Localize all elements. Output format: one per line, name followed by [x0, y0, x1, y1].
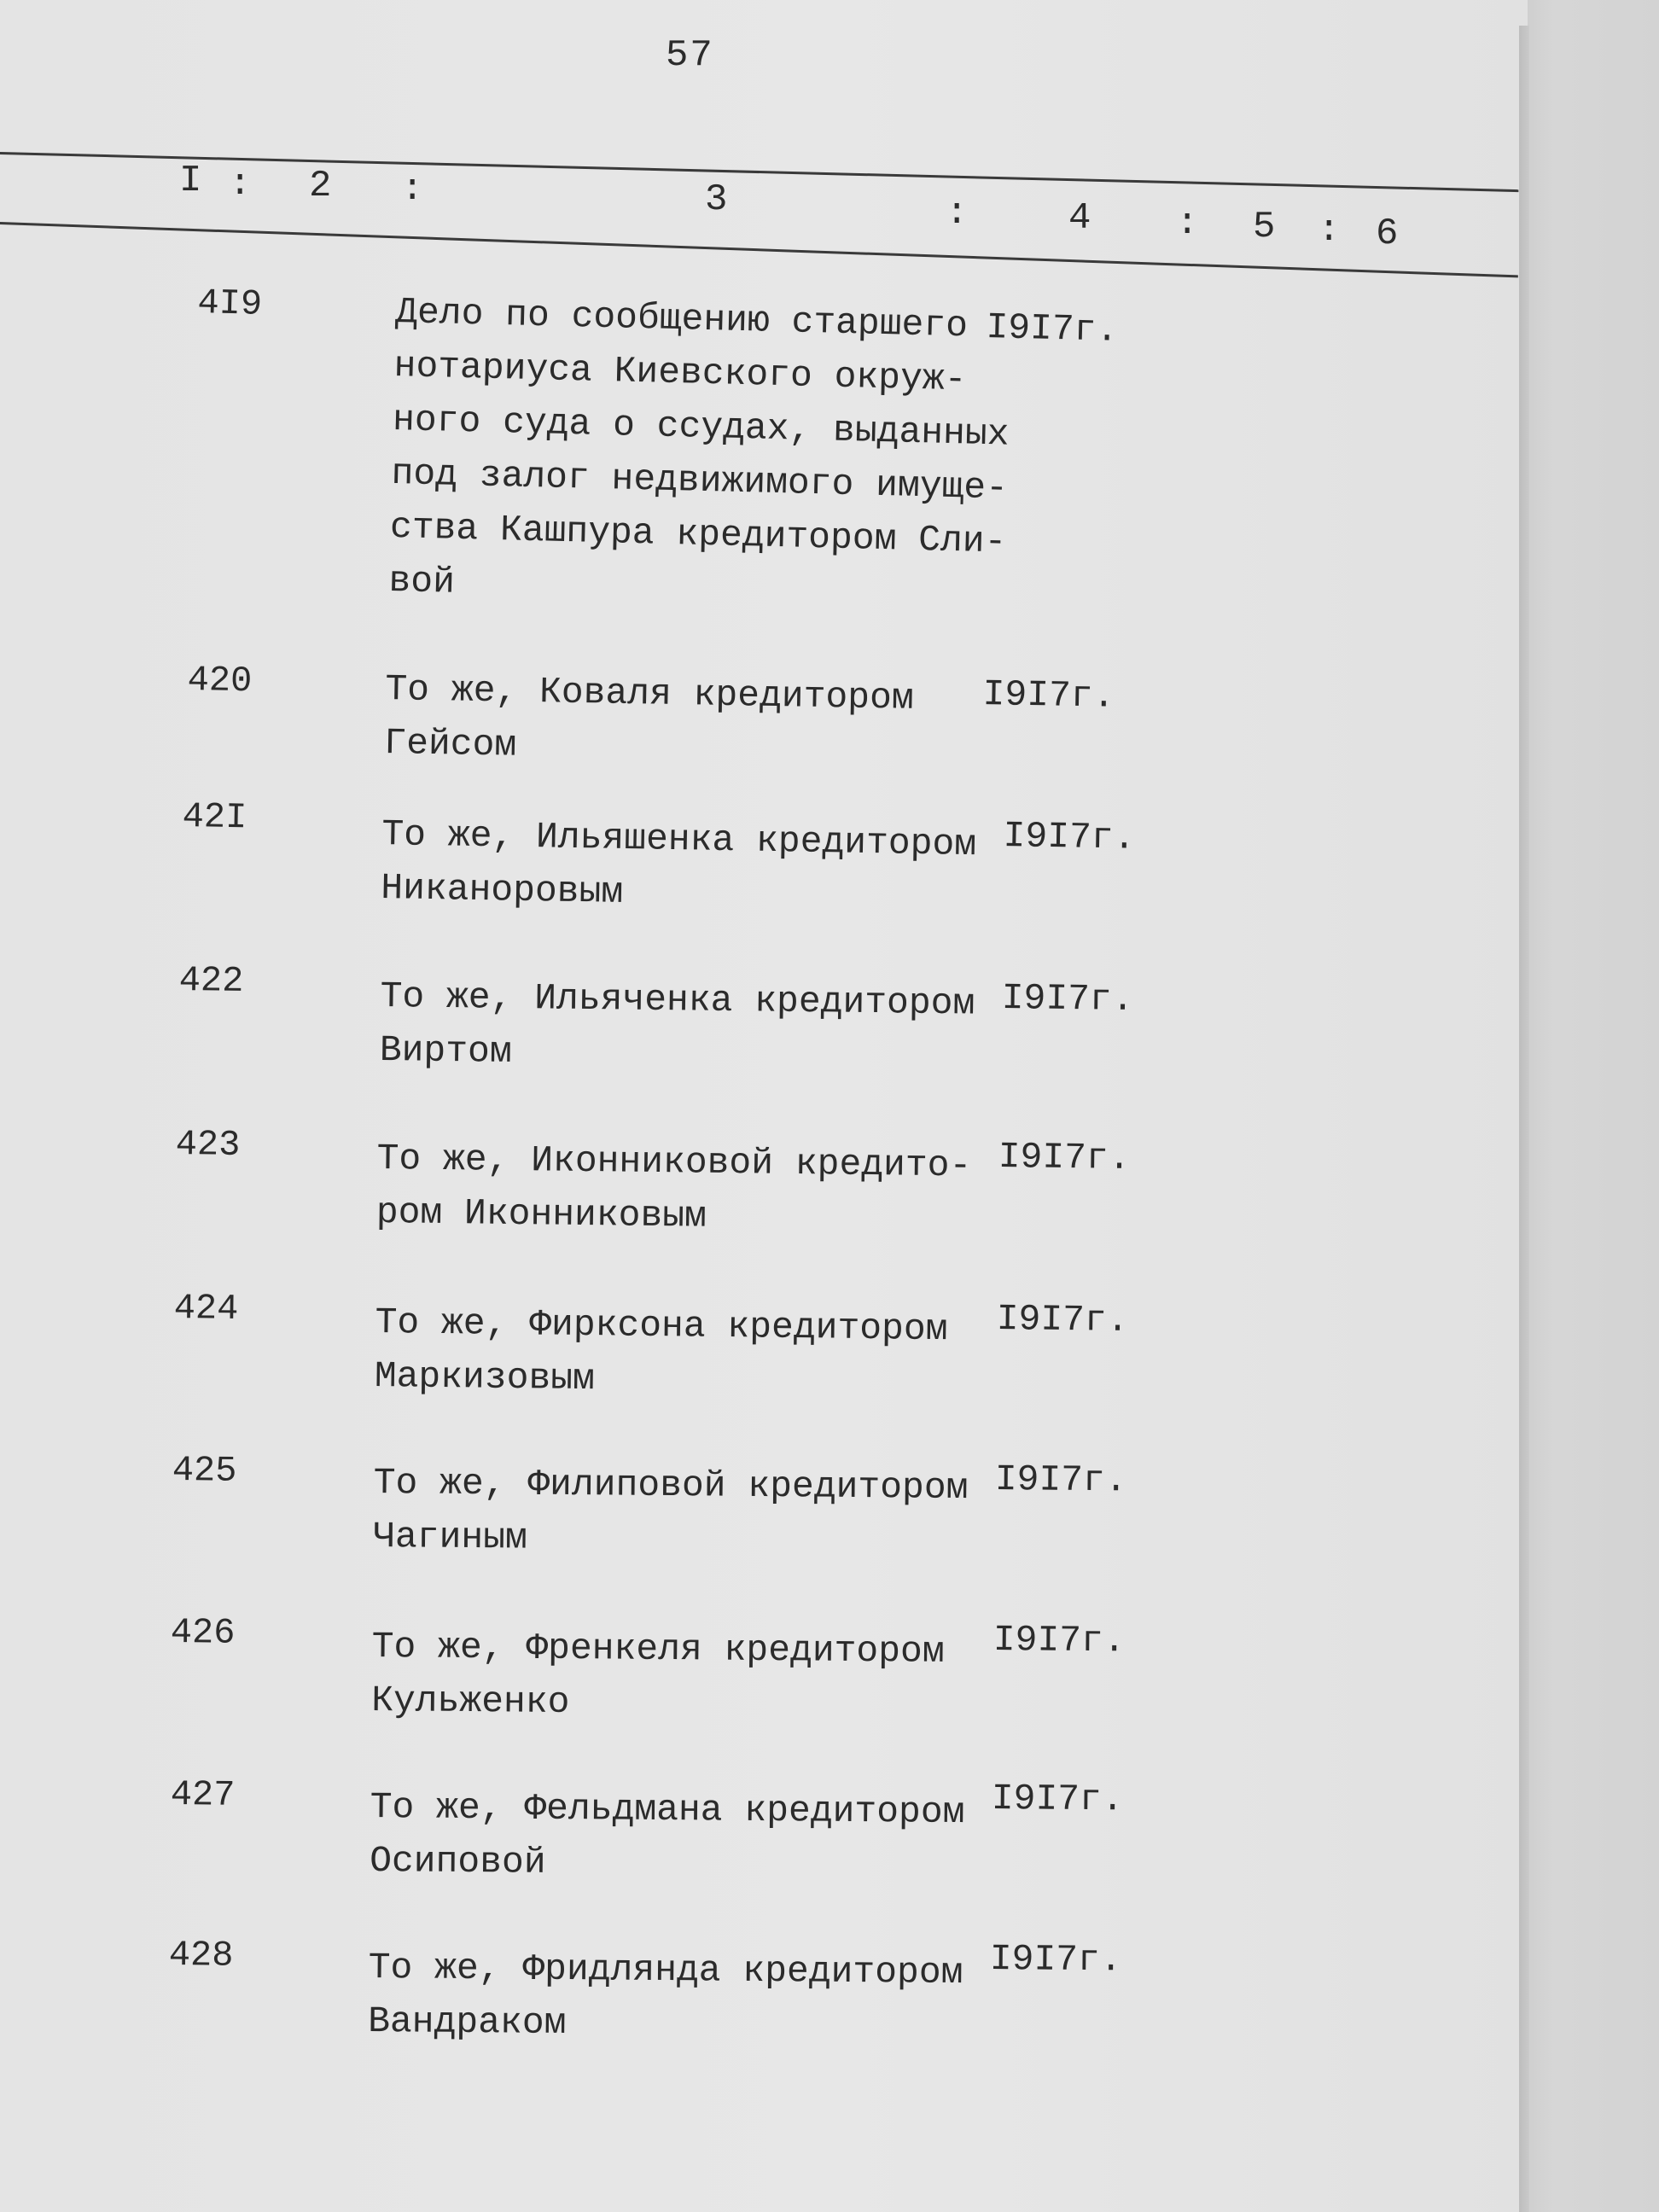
- entry-number: 420: [187, 660, 253, 702]
- column-header-5: 5: [1253, 206, 1276, 248]
- entry-number: 425: [172, 1450, 237, 1492]
- page-number: 57: [666, 34, 714, 77]
- entry-number: 427: [170, 1774, 236, 1816]
- entry-description: То же, Ильяченка кредитором Виртом: [379, 975, 975, 1073]
- column-header-4: 4: [1068, 197, 1091, 240]
- column-header-6: 6: [1376, 212, 1399, 255]
- entry-description: То же, Фельдмана кредитором Осиповой: [369, 1785, 965, 1883]
- entry-year: I9I7г.: [1003, 815, 1136, 859]
- entry-number: 422: [178, 960, 244, 1002]
- entry-number: 424: [173, 1288, 239, 1330]
- column-header-separator: :: [401, 168, 424, 211]
- entry-description: То же, Фридлянда кредитором Вандраком: [367, 1946, 963, 2045]
- entry-year: I9I7г.: [991, 1778, 1124, 1821]
- column-header-separator: :: [1176, 202, 1199, 245]
- entry-description: То же, Френкеля кредитором Кульженко: [370, 1625, 945, 1724]
- entry-description: То же, Фирксона кредитором Маркизовым: [374, 1301, 948, 1400]
- entry-year: I9I7г.: [994, 1458, 1127, 1502]
- entry-description: То же, Ильяшенка кредитором Никаноровым: [380, 812, 977, 913]
- column-header-1: I: [179, 160, 202, 202]
- entry-year: I9I7г.: [1001, 977, 1134, 1021]
- entry-description: Дело по сообщению старшего нотариуса Киевского окруж- ного суда о ссудах, выданных под залог недвижимого имуще- ства Кашпура кредитором Сли- вой: [387, 290, 1010, 603]
- column-header-separator: :: [229, 163, 252, 206]
- column-header-separator: :: [946, 192, 969, 235]
- page-edge: [1519, 26, 1529, 2212]
- entry-year: I9I7г.: [996, 1298, 1129, 1342]
- entry-year: I9I7г.: [989, 1938, 1122, 1982]
- entry-number: 4I9: [196, 282, 263, 325]
- underlying-page: [1528, 0, 1659, 2212]
- entry-year: I9I7г.: [998, 1136, 1131, 1179]
- entry-year: I9I7г.: [985, 306, 1119, 352]
- entry-year: I9I7г.: [982, 673, 1115, 718]
- column-header-3: 3: [705, 178, 728, 221]
- entry-number: 426: [170, 1612, 236, 1654]
- entry-description: То же, Иконниковой кредито- ром Иконниковым: [375, 1137, 972, 1237]
- entry-description: То же, Филиповой кредитором Чагиным: [372, 1461, 969, 1559]
- entry-description: То же, Коваля кредитором Гейсом: [383, 667, 915, 766]
- column-header-2: 2: [309, 165, 332, 207]
- entry-number: 428: [168, 1935, 234, 1976]
- column-header-separator: :: [1318, 209, 1341, 252]
- entry-number: 42I: [182, 796, 247, 839]
- entry-year: I9I7г.: [992, 1619, 1126, 1662]
- entry-number: 423: [175, 1124, 241, 1166]
